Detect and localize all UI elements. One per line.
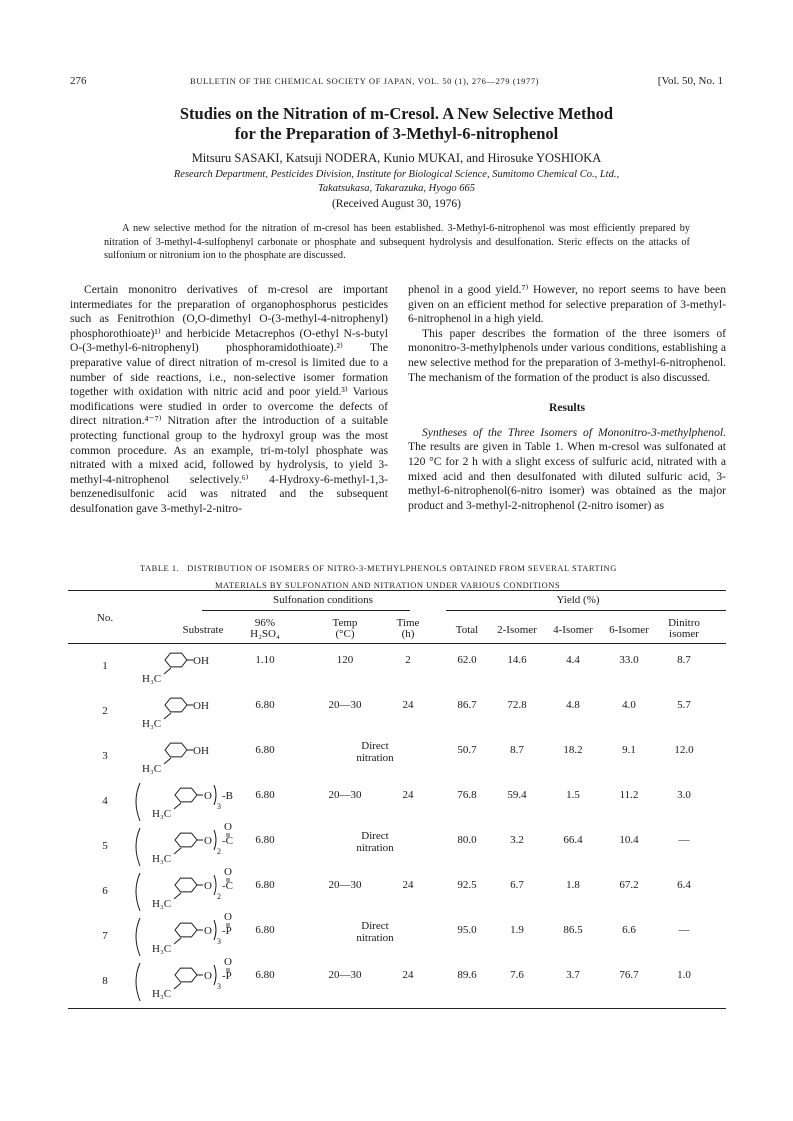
carbonyl-oxygen-label: O (224, 821, 232, 833)
cell-dinitro: 5.7 (677, 699, 691, 711)
header-time-top: Time (396, 617, 420, 629)
benzene-ring (175, 788, 197, 802)
cell-i4: 86.5 (563, 924, 583, 936)
open-paren (136, 828, 140, 866)
results-text: The results are given in Table 1. When m-cresol was sulfonated at 120 °C for 2 h with a slight excess of sulfuric acid, nitrated with a mixed acid and then desulfonated with diluted sulfuric acid, 3-methyl-6-nitrophenol(6-nitro isomer) was obtained as the major product and 3-methyl-2-nitrophenol (2-nitro isomer) as (408, 440, 726, 512)
cell-dinitro: 3.0 (677, 789, 691, 801)
cell-i4: 1.5 (566, 789, 580, 801)
cell-i4: 18.2 (563, 744, 583, 756)
cell-time: 24 (402, 969, 414, 981)
cell-i6: 9.1 (622, 744, 636, 756)
cell-i2: 3.2 (510, 834, 524, 846)
intro-paragraph-1-continued: phenol in a good yield.⁷⁾ However, no report seems to have been given on an efficient method for selective preparation of 3-methyl-6-nitrophenol in a high yield. (408, 283, 726, 326)
benzene-ring (165, 653, 187, 667)
header-time (388, 618, 428, 640)
close-paren (214, 785, 216, 805)
direct-label: Direct (361, 830, 389, 842)
cell-i2: 72.8 (507, 699, 527, 711)
header-h2so4-top: 96% (254, 617, 276, 629)
substrate-structure (132, 646, 252, 695)
methyl-label: H₃C (152, 943, 172, 955)
header-substrate: Substrate (182, 624, 224, 636)
header-time-bottom: (h) (401, 628, 415, 640)
cell-total: 92.5 (457, 879, 477, 891)
intro-paragraph-2: This paper describes the formation of the three isomers of mononitro-3-methylphenols under various conditions, establishing a new selective method for the preparation of 3-methyl-6-nitrophenol. The mechanism of the formation of the product is also discussed. (408, 326, 726, 384)
cell-i4: 4.4 (566, 654, 580, 666)
cell-direct-nitration (330, 920, 420, 944)
header-2-isomer: 2-Isomer (497, 624, 537, 636)
cell-i4: 1.8 (566, 879, 580, 891)
carbonyl-oxygen-label: O (224, 956, 232, 968)
oxygen-label: O (204, 970, 212, 982)
cell-no: 2 (102, 705, 108, 717)
direct-label: Direct (361, 920, 389, 932)
affiliation (0, 168, 793, 196)
cell-h2so4: 6.80 (255, 744, 275, 756)
table-caption (140, 560, 660, 594)
header-h2so4-bottom: H₂SO₄ (250, 628, 280, 640)
bond (174, 938, 181, 944)
header-sulfonation: Sulfonation conditions (273, 594, 373, 606)
cell-direct-nitration (330, 740, 420, 764)
bond (174, 803, 181, 809)
methyl-label: H₃C (142, 718, 162, 730)
cell-total: 86.7 (457, 699, 477, 711)
center-atom-label: -C (222, 835, 233, 847)
cell-temp: 20—30 (328, 969, 362, 981)
isomer-distribution-table (68, 590, 726, 1010)
cell-total: 95.0 (457, 924, 477, 936)
title-line-2: for the Preparation of 3-Methyl-6-nitrophenol (234, 124, 559, 143)
cell-i6: 6.6 (622, 924, 636, 936)
substrate-structure (132, 911, 252, 965)
open-paren (136, 783, 140, 821)
nitration-label: nitration (356, 752, 394, 764)
cell-time: 24 (402, 789, 414, 801)
direct-label: Direct (361, 740, 389, 752)
header-temp (320, 618, 370, 640)
cell-temp: 20—30 (328, 789, 362, 801)
hydroxyl-label: OH (193, 745, 209, 757)
benzene-ring (165, 698, 187, 712)
abstract: A new selective method for the nitration of m-cresol has been established. 3-Methyl-6-nitrophenol was most efficiently prepared by nitration of 3-methyl-4-sulfophenyl carbonate or phosphate and subsequent hydrolysis and desulfonation. Steric effects on the attacks of sulfonium or nitronium ion to the phosphate are discussed. (104, 223, 690, 261)
cell-i2: 6.7 (510, 879, 524, 891)
cell-time: 24 (402, 879, 414, 891)
oxygen-label: O (204, 880, 212, 892)
table-caption-line-1: DISTRIBUTION OF ISOMERS OF NITRO-3-METHYLPHENOLS OBTAINED FROM SEVERAL STARTING (187, 563, 617, 573)
subscript-label: 3 (217, 937, 221, 946)
cell-direct-nitration (330, 830, 420, 854)
table-bottom-rule (68, 1008, 726, 1009)
table-header-rule (68, 643, 726, 644)
cell-time: 2 (405, 654, 411, 666)
substrate-structure (132, 691, 252, 740)
cell-time: 24 (402, 699, 414, 711)
header-no: No. (96, 612, 114, 624)
right-column (408, 283, 726, 513)
benzene-ring (175, 878, 197, 892)
cell-i2: 7.6 (510, 969, 524, 981)
cell-i4: 3.7 (566, 969, 580, 981)
cell-h2so4: 6.80 (255, 699, 275, 711)
header-temp-bottom: (°C) (335, 628, 355, 640)
cell-no: 6 (102, 885, 108, 897)
hydroxyl-label: OH (193, 700, 209, 712)
header-dinitro (658, 618, 710, 640)
author-list: Mitsuru SASAKI, Katsuji NODERA, Kunio MUKAI, and Hirosuke YOSHIOKA (191, 151, 602, 165)
oxygen-label: O (204, 835, 212, 847)
cell-no: 5 (102, 840, 108, 852)
methyl-label: H₃C (142, 763, 162, 775)
results-subheading: Syntheses of the Three Isomers of Mononitro-3-methylphenol. (422, 425, 726, 439)
cell-total: 50.7 (457, 744, 477, 756)
cell-i2: 1.9 (510, 924, 524, 936)
cell-i6: 10.4 (619, 834, 639, 846)
table-top-rule (68, 590, 726, 591)
bond (174, 848, 181, 854)
carbonyl-oxygen-label: O (224, 911, 232, 923)
nitration-label: nitration (356, 842, 394, 854)
paper-title (0, 104, 793, 144)
benzene-ring (175, 833, 197, 847)
table-label: TABLE 1. (140, 563, 180, 573)
cell-temp: 120 (336, 654, 354, 666)
oxygen-label: O (204, 925, 212, 937)
cell-i6: 4.0 (622, 699, 636, 711)
substrate-structure (132, 736, 252, 785)
substrate-structure (132, 866, 252, 920)
center-atom-label: -C (222, 880, 233, 892)
cell-i2: 14.6 (507, 654, 527, 666)
yield-span-rule (446, 610, 726, 611)
carbonyl-oxygen-label: O (224, 866, 232, 878)
header-4-isomer: 4-Isomer (553, 624, 593, 636)
methyl-label: H₃C (142, 673, 162, 685)
bond (164, 713, 171, 719)
header-6-isomer: 6-Isomer (609, 624, 649, 636)
header-dinitro-bottom: isomer (669, 628, 699, 640)
cell-h2so4: 6.80 (255, 924, 275, 936)
substrate-structure (132, 821, 252, 875)
header-temp-top: Temp (332, 617, 358, 629)
open-paren (136, 963, 140, 1001)
methyl-label: H₃C (152, 808, 172, 820)
cell-total: 80.0 (457, 834, 477, 846)
cell-no: 8 (102, 975, 108, 987)
cell-dinitro: 1.0 (677, 969, 691, 981)
cell-total: 89.6 (457, 969, 477, 981)
bond (164, 758, 171, 764)
bond (164, 668, 171, 674)
cell-temp: 20—30 (328, 879, 362, 891)
cell-total: 76.8 (457, 789, 477, 801)
left-column (70, 283, 388, 517)
cell-total: 62.0 (457, 654, 477, 666)
cell-dinitro: — (678, 834, 690, 846)
center-atom-label: -P (222, 925, 232, 937)
subscript-label: 2 (217, 847, 221, 856)
cell-no: 1 (102, 660, 108, 672)
cell-temp: 20—30 (328, 699, 362, 711)
hydroxyl-label: OH (193, 655, 209, 667)
nitration-label: nitration (356, 932, 394, 944)
cell-i2: 8.7 (510, 744, 524, 756)
substrate-structure (132, 781, 252, 830)
cell-h2so4: 6.80 (255, 834, 275, 846)
cell-h2so4: 6.80 (255, 879, 275, 891)
open-paren (136, 918, 140, 956)
center-atom-label: -B (222, 790, 233, 802)
cell-h2so4: 6.80 (255, 789, 275, 801)
cell-no: 3 (102, 750, 108, 762)
methyl-label: H₃C (152, 898, 172, 910)
open-paren (136, 873, 140, 911)
cell-i6: 11.2 (619, 789, 639, 801)
cell-dinitro: 12.0 (674, 744, 694, 756)
journal-citation: BULLETIN OF THE CHEMICAL SOCIETY OF JAPAN, VOL. 50 (1), 276—279 (1977) (190, 76, 540, 86)
substrate-structure (132, 956, 252, 1010)
running-header (70, 75, 723, 89)
page-number: 276 (70, 75, 87, 87)
cell-dinitro: 8.7 (677, 654, 691, 666)
subscript-label: 2 (217, 892, 221, 901)
sulfonation-span-rule (202, 610, 410, 611)
title-line-1: Studies on the Nitration of m-Cresol. A New Selective Method (179, 104, 614, 123)
affiliation-line-1: Research Department, Pesticides Division, Institute for Biological Science, Sumitomo Chemical Co., Ltd., (173, 169, 620, 180)
close-paren (214, 830, 216, 850)
close-paren (214, 965, 216, 985)
cell-dinitro: — (678, 924, 690, 936)
cell-i6: 67.2 (619, 879, 639, 891)
cell-no: 7 (102, 930, 108, 942)
header-h2so4 (240, 618, 290, 640)
cell-i6: 33.0 (619, 654, 639, 666)
intro-paragraph-1: Certain mononitro derivatives of m-cresol are important intermediates for the preparation of organophosphorus pesticides such as Fenitrothion (O,O-dimethyl O-(3-methyl-4-nitrophenyl) phosphorothioate)¹⁾ and herbicide Metacrephos (O-ethyl N-s-butyl O-(3-methyl-6-nitrophenyl) phosphoramidothioate).²⁾ The preparative value of direct nitration of m-cresol is limited due to a number of side reactions, i.e., non-selective isomer formation together with oxidation with nitric acid and poor yield.³⁾ Various modifications were studied in order to overcome the defects of direct nitration.⁴⁻⁷⁾ Nitration after the introduction of a suitable protecting functional group to the hydroxyl group was the most common procedure. As an example, tri-m-tolyl phosphate was nitrated with a mixed acid, followed by hydrolysis, to yield 3-methyl-4-nitrophenol selectively.⁶⁾ 4-Hydroxy-6-methyl-1,3-benzenedisulfonic acid was nitrated and the subsequent desulfonation gave 3-methyl-2-nitro- (70, 283, 388, 515)
bond (174, 983, 181, 989)
methyl-label: H₃C (152, 853, 172, 865)
cell-h2so4: 6.80 (255, 969, 275, 981)
affiliation-line-2: Takatsukasa, Takarazuka, Hyogo 665 (317, 183, 476, 194)
header-yield: Yield (%) (556, 594, 600, 606)
cell-i4: 66.4 (563, 834, 583, 846)
benzene-ring (165, 743, 187, 757)
header-dinitro-top: Dinitro (668, 617, 700, 629)
cell-dinitro: 6.4 (677, 879, 691, 891)
benzene-ring (175, 968, 197, 982)
volume-label: [Vol. 50, No. 1 (657, 75, 723, 87)
cell-i2: 59.4 (507, 789, 527, 801)
cell-i6: 76.7 (619, 969, 639, 981)
close-paren (214, 875, 216, 895)
methyl-label: H₃C (152, 988, 172, 1000)
results-heading: Results (548, 401, 586, 415)
cell-i4: 4.8 (566, 699, 580, 711)
close-paren (214, 920, 216, 940)
cell-h2so4: 1.10 (255, 654, 275, 666)
subscript-label: 3 (217, 982, 221, 991)
table-caption-line-2: MATERIALS BY SULFONATION AND NITRATION UNDER VARIOUS CONDITIONS (215, 580, 561, 590)
center-atom-label: -P (222, 970, 232, 982)
received-date: (Received August 30, 1976) (331, 198, 462, 210)
subscript-label: 3 (217, 802, 221, 811)
benzene-ring (175, 923, 197, 937)
results-paragraph (408, 426, 726, 514)
header-total: Total (455, 624, 479, 636)
bond (174, 893, 181, 899)
oxygen-label: O (204, 790, 212, 802)
cell-no: 4 (102, 795, 108, 807)
